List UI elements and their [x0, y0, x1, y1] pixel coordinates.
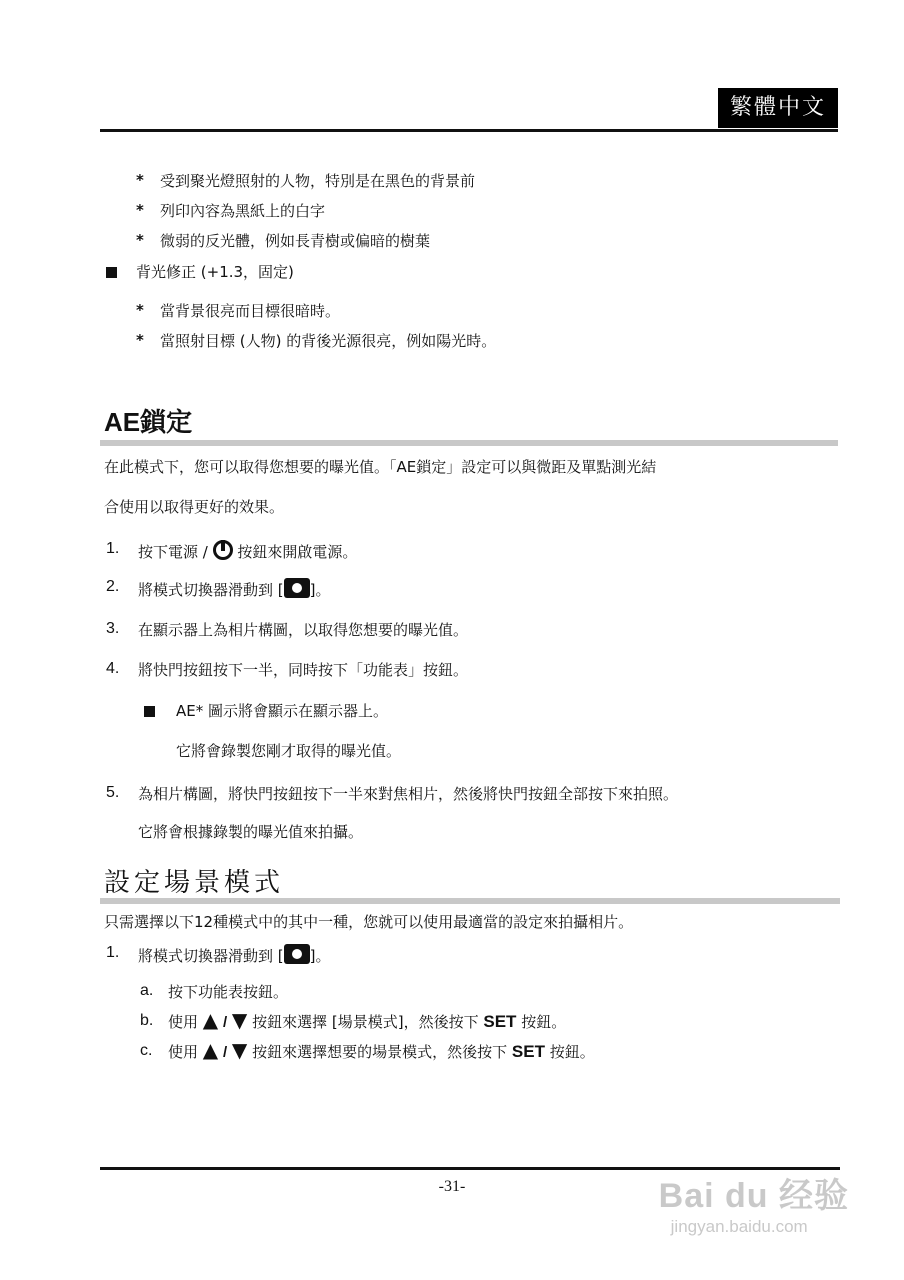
substep-label: b. — [140, 1012, 154, 1029]
step-number: 3. — [106, 620, 120, 637]
substep-text — [168, 1010, 566, 1033]
bullet-star: * — [136, 301, 144, 319]
step-text: 在顯示器上為相片構圖，以取得您想要的曝光值。 — [138, 621, 469, 639]
substep-text-part: 使用 — [168, 1043, 199, 1061]
square-bullet — [144, 706, 155, 717]
step-note: 它將會根據錄製的曝光值來拍攝。 — [138, 823, 364, 841]
step-text — [138, 944, 330, 966]
camera-icon — [284, 944, 310, 964]
substep-text-part: 按鈕。 — [549, 1043, 595, 1061]
substep-text-part: 按鈕來選擇想要的場景模式，然後按下 — [252, 1043, 508, 1061]
step-text — [138, 578, 330, 600]
bullet-text: 當照射目標 (人物) 的背後光源很亮，例如陽光時。 — [160, 332, 497, 350]
step-text-part: 按下電源 / — [138, 543, 208, 561]
up-arrow-icon: ▲ — [202, 1008, 219, 1032]
backlight-title: 背光修正 (+1.3，固定) — [136, 263, 294, 281]
section-divider — [100, 440, 838, 446]
bullet-text: 當背景很亮而目標很暗時。 — [160, 302, 341, 320]
bullet-star: * — [136, 201, 144, 219]
scene-description: 只需選擇以下12種模式中的其中一種，您就可以使用最適當的設定來拍攝相片。 — [104, 913, 634, 931]
bullet-star: * — [136, 171, 144, 189]
substep-label: a. — [140, 982, 154, 999]
substep-text-part: 按鈕。 — [521, 1013, 567, 1031]
language-tab: 繁體中文 — [718, 88, 838, 128]
set-key-label: SET — [483, 1012, 517, 1031]
section-divider — [100, 898, 840, 904]
sub-bullet-note: 它將會錄製您剛才取得的曝光值。 — [176, 742, 402, 760]
step-text: 將快門按鈕按下一半，同時按下「功能表」按鈕。 — [138, 661, 469, 679]
step-number: 2. — [106, 578, 120, 595]
substep-text: 按下功能表按鈕。 — [168, 983, 289, 1001]
camera-icon — [284, 578, 310, 598]
step-text: 為相片構圖，將快門按鈕按下一半來對焦相片，然後將快門按鈕全部按下來拍照。 — [138, 785, 679, 803]
bullet-text: 列印內容為黑紙上的白字 — [160, 202, 326, 220]
step-number: 4. — [106, 660, 120, 677]
step-text — [138, 540, 357, 562]
set-key-label: SET — [511, 1042, 545, 1061]
up-arrow-icon: ▲ — [202, 1038, 219, 1062]
ae-description: 在此模式下，您可以取得您想要的曝光值。「AE鎖定」設定可以與微距及單點測光結 — [104, 458, 657, 476]
bullet-text: 受到聚光燈照射的人物，特別是在黑色的背景前 — [160, 172, 476, 190]
bullet-star: * — [136, 231, 144, 249]
bullet-text: 微弱的反光體，例如長青樹或偏暗的樹葉 — [160, 232, 431, 250]
power-icon — [213, 540, 233, 560]
page-number: -31- — [438, 1178, 466, 1195]
header-rule — [100, 129, 838, 132]
step-number: 5. — [106, 784, 120, 801]
step-text-part: 按鈕來開啟電源。 — [237, 543, 358, 561]
step-text-part: 將模式切換器滑動到 [ — [138, 947, 284, 965]
step-text-part: ]。 — [309, 581, 331, 599]
down-arrow-icon: ▼ — [231, 1038, 248, 1062]
substep-text-part: 使用 — [168, 1013, 199, 1031]
slash: / — [222, 1044, 228, 1061]
ae-section-title: AE鎖定 — [104, 407, 193, 437]
step-text-part: 將模式切換器滑動到 [ — [138, 581, 284, 599]
substep-text — [168, 1040, 595, 1063]
substep-text-part: 按鈕來選擇 [場景模式]，然後按下 — [252, 1013, 479, 1031]
baidu-watermark — [659, 1168, 849, 1237]
square-bullet — [106, 267, 117, 278]
watermark-url: jingyan.baidu.com — [670, 1217, 808, 1236]
step-number: 1. — [106, 944, 120, 961]
sub-bullet-text: AE* 圖示將會顯示在顯示器上。 — [176, 702, 389, 720]
down-arrow-icon: ▼ — [231, 1008, 248, 1032]
substep-label: c. — [140, 1042, 153, 1059]
scene-section-title: 設定場景模式 — [104, 868, 285, 898]
slash: / — [222, 1014, 228, 1031]
watermark-logo: Bai du 经验 — [658, 1177, 849, 1215]
step-text-part: ]。 — [309, 947, 331, 965]
step-number: 1. — [106, 540, 120, 557]
bullet-star: * — [136, 331, 144, 349]
ae-description: 合使用以取得更好的效果。 — [104, 498, 285, 516]
